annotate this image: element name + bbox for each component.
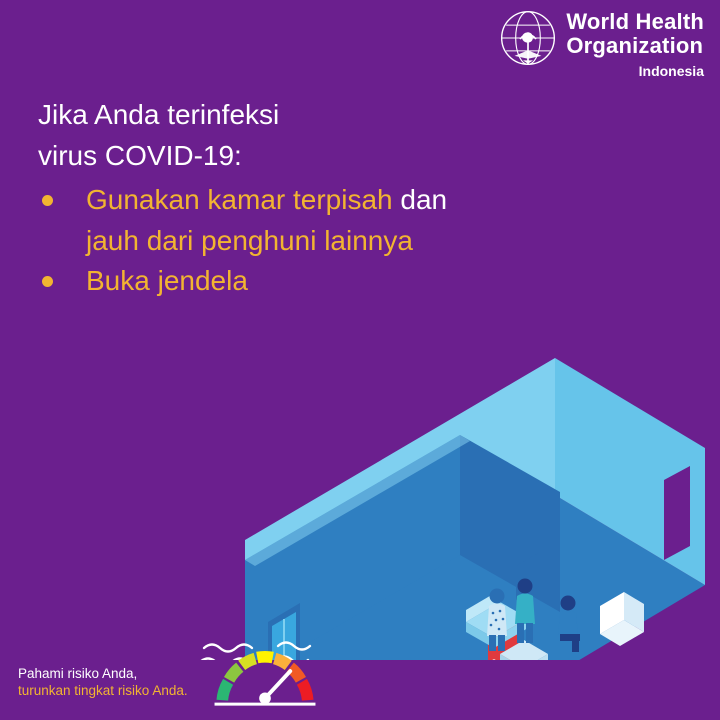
- headline-line2: virus COVID-19:: [38, 139, 242, 171]
- bullet-dot-icon: [42, 195, 53, 206]
- headline-line1: Jika Anda terinfeksi: [38, 99, 280, 130]
- list-item-text: Gunakan kamar terpisah: [86, 184, 401, 216]
- exterior-door: [664, 466, 690, 560]
- who-logo: [500, 10, 704, 79]
- list-item-text: jauh dari penghuni lainnya: [86, 224, 413, 256]
- who-emblem-icon: [500, 10, 556, 66]
- footer-line1: Pahami risiko Anda,: [18, 666, 138, 681]
- who-country-label: Indonesia: [638, 62, 704, 79]
- who-title-line1: World Health: [566, 9, 704, 34]
- footer-line2: turunkan tingkat risiko Anda.: [18, 683, 188, 698]
- list-item: [38, 180, 598, 221]
- list-item-tail: dan: [400, 184, 448, 216]
- who-title-line2: Organization: [566, 32, 704, 58]
- risk-gauge-icon: [206, 642, 324, 708]
- list-item-text: Buka jendela: [86, 265, 248, 297]
- isometric-room-illustration: [0, 230, 720, 660]
